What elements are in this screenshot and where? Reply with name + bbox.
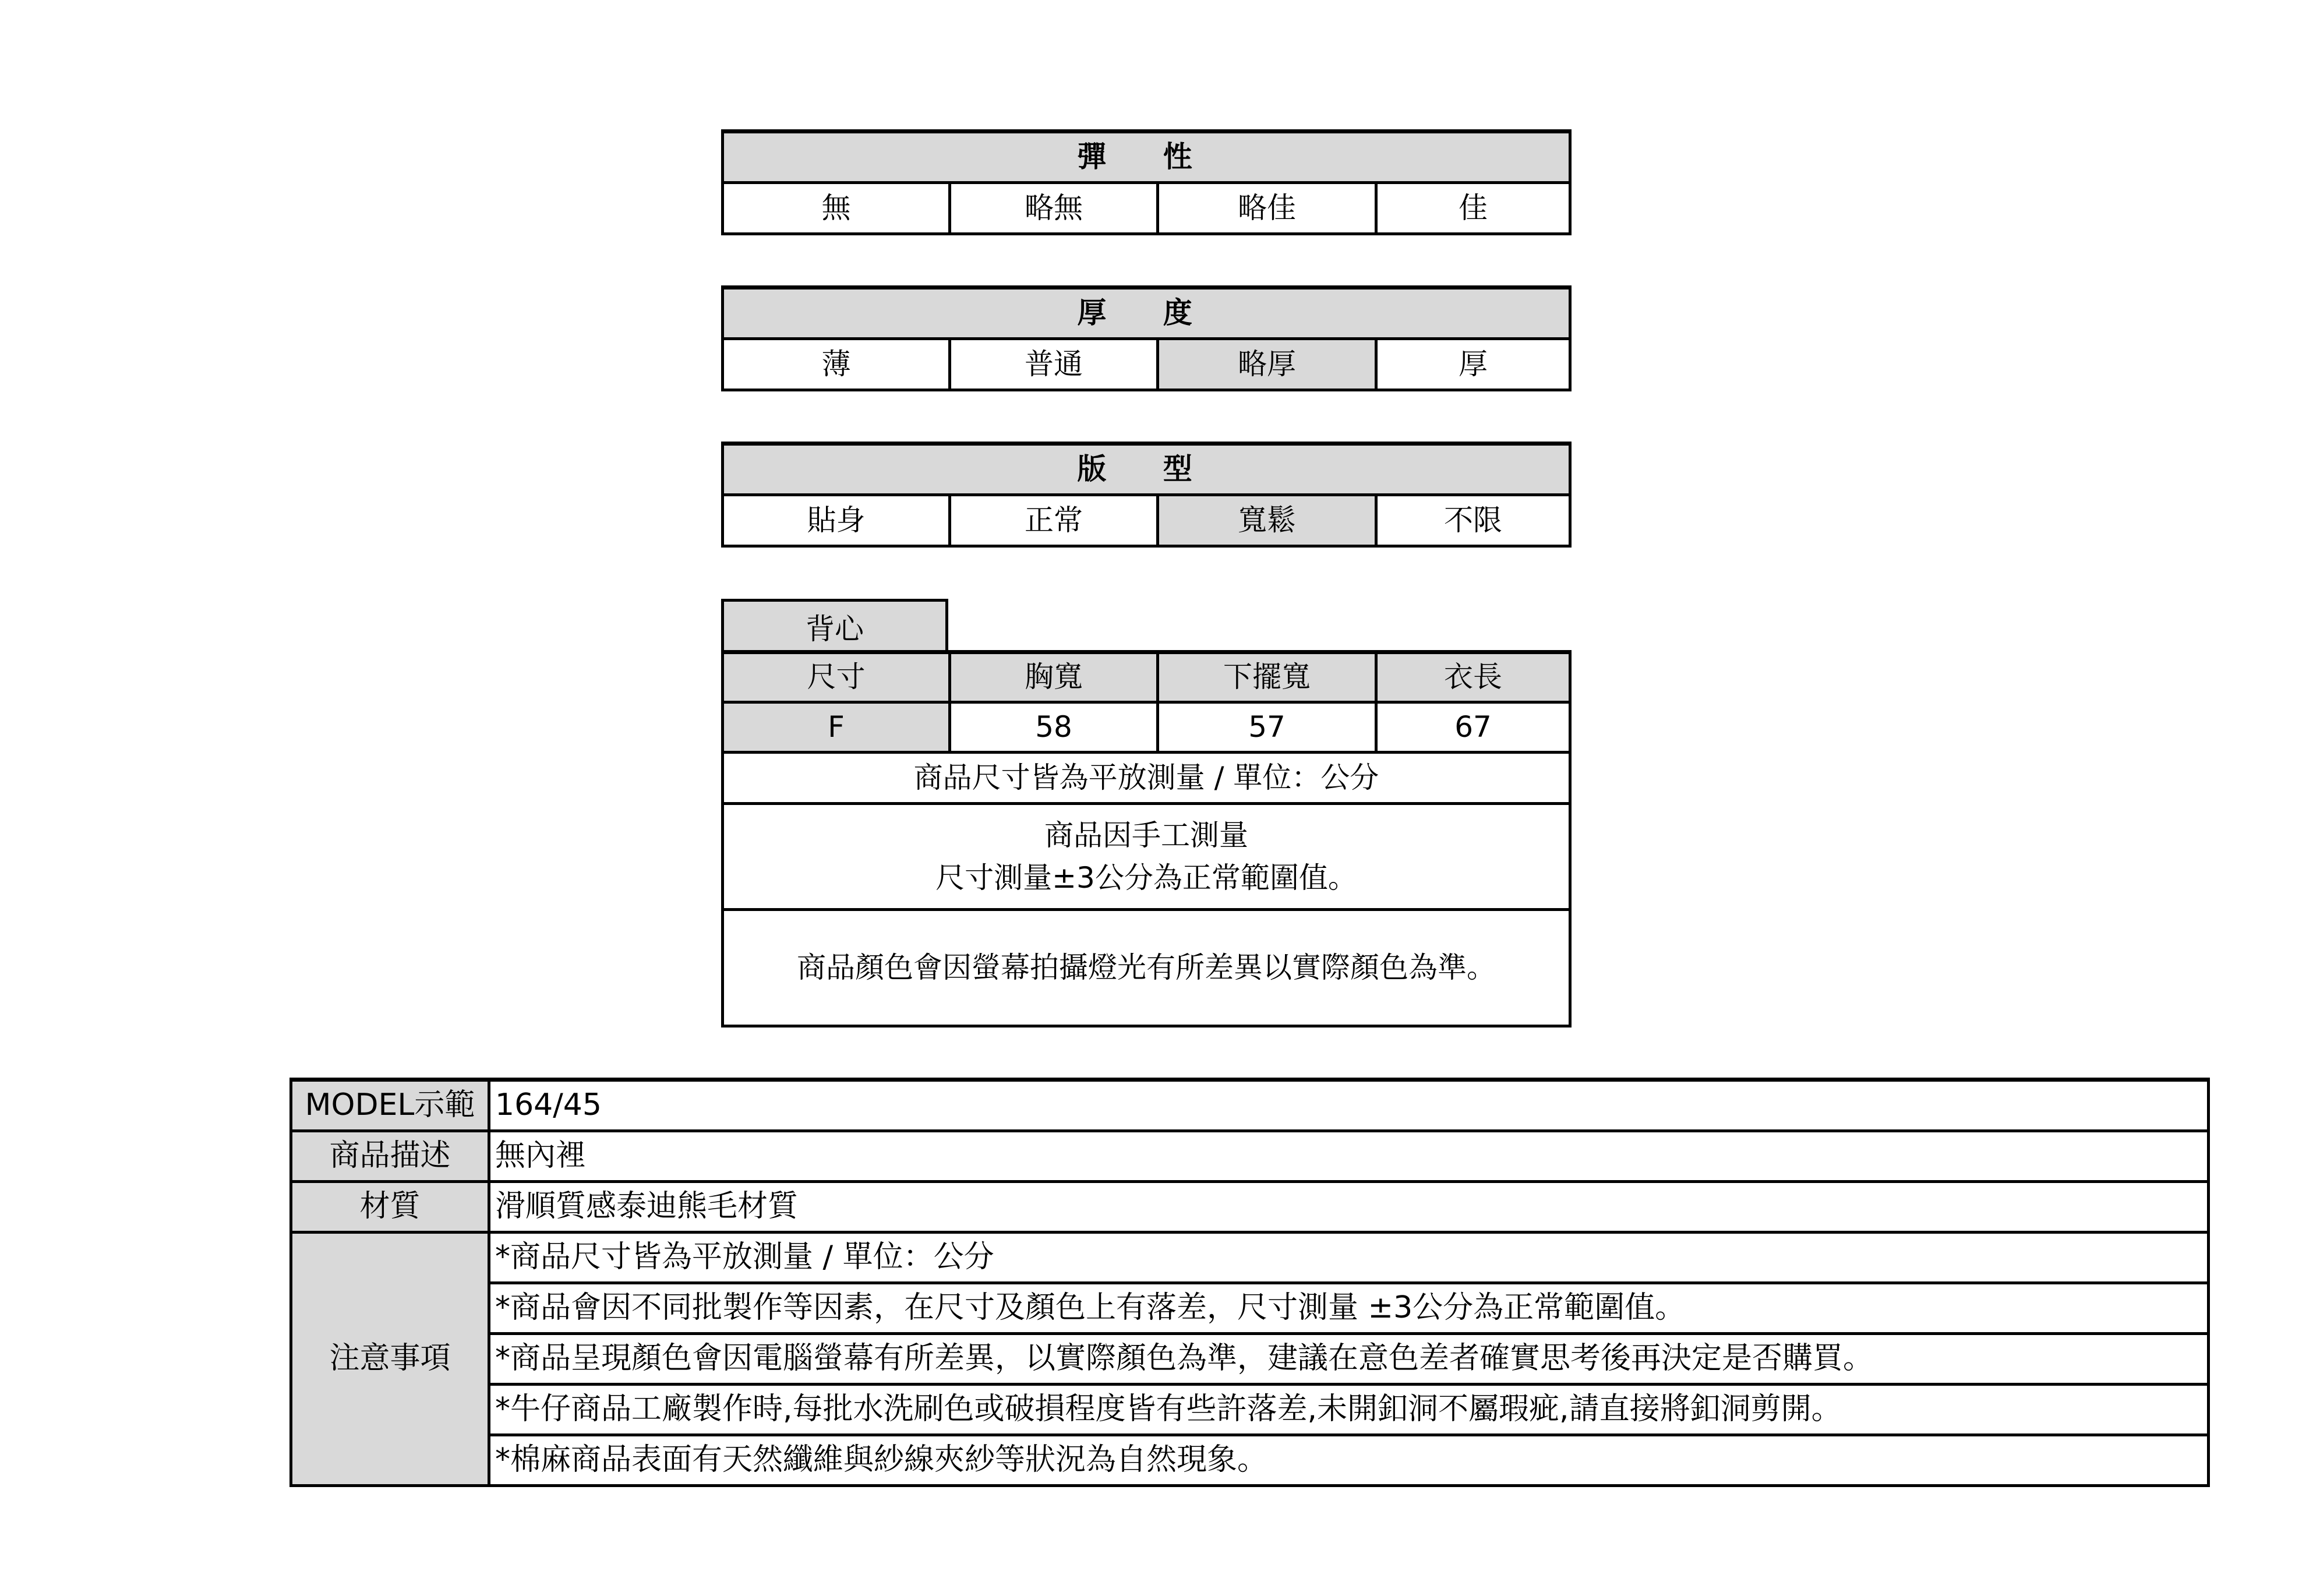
table-row xyxy=(723,702,1570,753)
material-value: 滑順質感泰迪熊毛材質 xyxy=(489,1182,2209,1233)
note-item: *牛仔商品工廠製作時,每批水洗刷色或破損程度皆有些許落差,未開釦洞不屬瑕疵,請直接將釦洞剪開。 xyxy=(489,1385,2209,1435)
chest-value: 58 xyxy=(950,702,1158,753)
product-info-table xyxy=(289,1078,2210,1487)
elasticity-option-good: 佳 xyxy=(1376,183,1570,234)
thickness-title: 厚 度 xyxy=(723,288,1570,339)
thickness-table xyxy=(721,285,1572,391)
model-value: 164/45 xyxy=(489,1080,2209,1131)
material-label: 材質 xyxy=(291,1182,489,1233)
elasticity-title: 彈 性 xyxy=(723,132,1570,183)
fit-title: 版 型 xyxy=(723,444,1570,495)
note-item: *棉麻商品表面有天然纖維與紗線夾紗等狀況為自然現象。 xyxy=(489,1435,2209,1486)
note-item: *商品尺寸皆為平放測量 / 單位：公分 xyxy=(489,1233,2209,1283)
fit-option-slim: 貼身 xyxy=(723,495,950,546)
elasticity-option-none: 無 xyxy=(723,183,950,234)
fit-option-loose-selected: 寬鬆 xyxy=(1158,495,1376,546)
fit-table xyxy=(721,442,1572,548)
size-header-length: 衣長 xyxy=(1376,652,1570,702)
thickness-option-thick: 厚 xyxy=(1376,339,1570,390)
size-note-color: 商品顏色會因螢幕拍攝燈光有所差異以實際顏色為準。 xyxy=(723,910,1570,1026)
note-item: *商品呈現顏色會因電腦螢幕有所差異，以實際顏色為準，建議在意色差者確實思考後再決定是否購買。 xyxy=(489,1334,2209,1385)
elasticity-table xyxy=(721,129,1572,235)
size-note-measure: 商品尺寸皆為平放測量 / 單位：公分 xyxy=(723,753,1570,804)
note-item: *商品會因不同批製作等因素，在尺寸及顏色上有落差，尺寸測量 ±3公分為正常範圍值。 xyxy=(489,1283,2209,1334)
size-header-size: 尺寸 xyxy=(723,652,950,702)
size-note-handmade-line1: 商品因手工測量 xyxy=(1044,818,1248,852)
length-value: 67 xyxy=(1376,702,1570,753)
fit-option-unlimited: 不限 xyxy=(1376,495,1570,546)
size-table xyxy=(721,650,1572,1027)
size-note-handmade xyxy=(723,804,1570,910)
size-note-handmade-line2: 尺寸測量±3公分為正常範圍值。 xyxy=(935,860,1357,895)
fit-option-regular: 正常 xyxy=(950,495,1158,546)
size-category-tag: 背心 xyxy=(721,599,948,650)
thickness-option-thin: 薄 xyxy=(723,339,950,390)
thickness-option-slightly-thick-selected: 略厚 xyxy=(1158,339,1376,390)
size-header-chest: 胸寬 xyxy=(950,652,1158,702)
hem-value: 57 xyxy=(1158,702,1376,753)
size-header-hem: 下擺寬 xyxy=(1158,652,1376,702)
description-label: 商品描述 xyxy=(291,1131,489,1182)
notes-label: 注意事項 xyxy=(291,1233,489,1486)
thickness-option-normal: 普通 xyxy=(950,339,1158,390)
size-value: F xyxy=(723,702,950,753)
elasticity-option-slightly-none: 略無 xyxy=(950,183,1158,234)
description-value: 無內裡 xyxy=(489,1131,2209,1182)
elasticity-option-slightly-good: 略佳 xyxy=(1158,183,1376,234)
model-label: MODEL示範 xyxy=(291,1080,489,1131)
